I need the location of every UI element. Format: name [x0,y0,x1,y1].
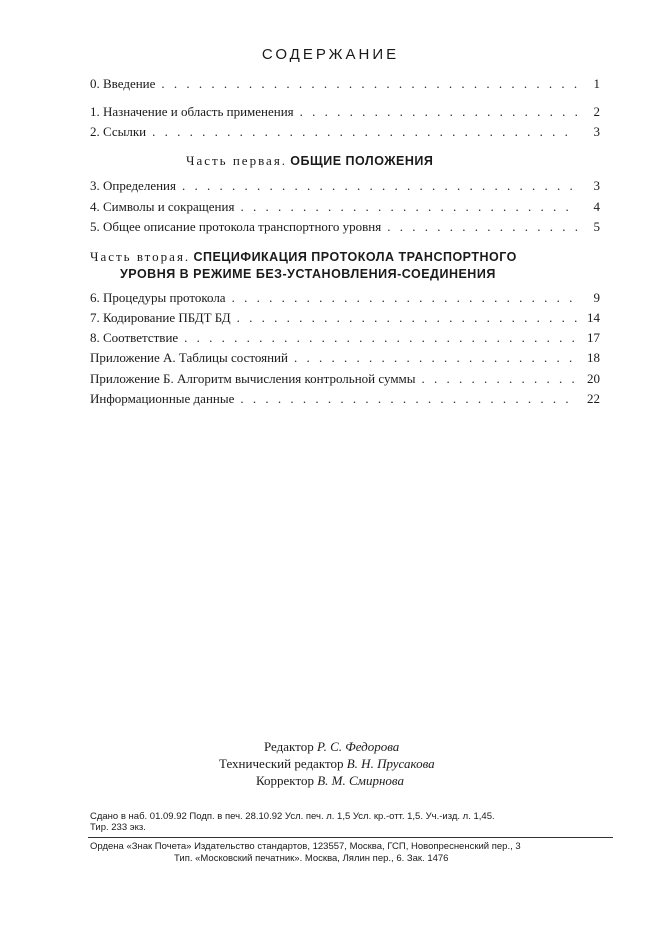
part-two-prefix: Часть вторая. [90,249,191,264]
leader-dots [294,349,578,367]
toc-entry-page: 3 [593,124,600,139]
part-one-prefix: Часть первая. [186,153,288,168]
toc-entry[interactable] [90,218,600,236]
toc-entry[interactable] [90,349,600,367]
toc-entry-page: 1 [593,76,600,91]
toc-entry-page: 2 [593,104,600,119]
toc-entry-label: 3. Определения [90,178,176,193]
toc-entry-label: 8. Соответствие [90,330,179,345]
leader-dots [152,123,578,141]
toc-entry-page: 5 [593,219,600,234]
credit-name: В. Н. Прусакова [346,756,435,771]
imprint-line: Тир. 233 экз. [90,822,146,833]
imprint-line: Сдано в наб. 01.09.92 Подп. в печ. 28.10.92 Усл. печ. л. 1,5 Усл. кр.-отт. 1,5. Уч.-изд. л. 1,45. [90,811,495,822]
toc-entry-page: 22 [587,391,600,406]
credit-role: Корректор [256,773,314,788]
toc-entry[interactable] [90,370,600,388]
toc-entry-page: 4 [593,199,600,214]
credit-name: Р. С. Федорова [316,739,400,754]
part-two-title-line2: УРОВНЯ В РЕЖИМЕ БЕЗ-УСТАНОВЛЕНИЯ-СОЕДИНЕНИЯ [120,267,496,281]
leader-dots [232,289,578,307]
toc-entry[interactable] [90,390,600,408]
toc-entry-label: Приложение Б. Алгоритм вычисления контрольной суммы [90,371,416,386]
toc-entry[interactable] [90,198,600,216]
toc-entry-page: 18 [587,350,600,365]
toc-entry-page: 9 [593,290,600,305]
leader-dots [184,329,578,347]
toc-entry-label: 4. Символы и сокращения [90,199,235,214]
toc-entry-label: 6. Процедуры протокола [90,290,226,305]
part-two-heading [90,248,517,266]
imprint-line: Ордена «Знак Почета» Издательство стандартов, 123557, Москва, ГСП, Новопресненский пер., 3 [90,841,521,852]
toc-entry-label: 0. Введение [90,76,156,91]
credit-role: Редактор [264,739,314,754]
leader-dots [422,370,578,388]
imprint-line: Тип. «Московский печатник». Москва, Лялин пер., 6. Зак. 1476 [174,853,449,864]
toc-entry-page: 17 [587,330,600,345]
toc-entry-page: 3 [593,178,600,193]
credit-proofreader [0,772,661,789]
toc-entry[interactable] [90,177,600,195]
divider [88,837,613,838]
toc-entry-page: 14 [587,310,600,325]
credit-role: Технический редактор [219,756,344,771]
toc-entry-label: 2. Ссылки [90,124,147,139]
leader-dots [300,103,578,121]
toc-entry-label: Информационные данные [90,391,235,406]
leader-dots [387,218,578,236]
toc-entry-page: 20 [587,371,600,386]
credit-editor [0,738,661,755]
toc-entry-label: 1. Назначение и область применения [90,104,294,119]
credit-name: В. М. Смирнова [317,773,404,788]
leader-dots [240,198,578,216]
leader-dots [182,177,578,195]
part-two-title-line1: СПЕЦИФИКАЦИЯ ПРОТОКОЛА ТРАНСПОРТНОГО [193,250,517,264]
leader-dots [237,309,578,327]
credit-tech-editor [0,755,661,772]
toc-entry[interactable] [90,75,600,93]
toc-entry[interactable] [90,309,600,327]
leader-dots [161,75,578,93]
toc-entry-label: Приложение А. Таблицы состояний [90,350,288,365]
toc-entry[interactable] [90,123,600,141]
toc-entry[interactable] [90,329,600,347]
part-one-heading [186,152,433,170]
toc-entry[interactable] [90,289,600,307]
toc-entry[interactable] [90,103,600,121]
page-title: СОДЕРЖАНИЕ [261,46,400,63]
toc-entry-label: 7. Кодирование ПБДТ БД [90,310,231,325]
toc-entry-label: 5. Общее описание протокола транспортного уровня [90,219,382,234]
leader-dots [240,390,578,408]
part-two-heading-cont [120,265,496,283]
part-one-title: ОБЩИЕ ПОЛОЖЕНИЯ [290,154,434,168]
